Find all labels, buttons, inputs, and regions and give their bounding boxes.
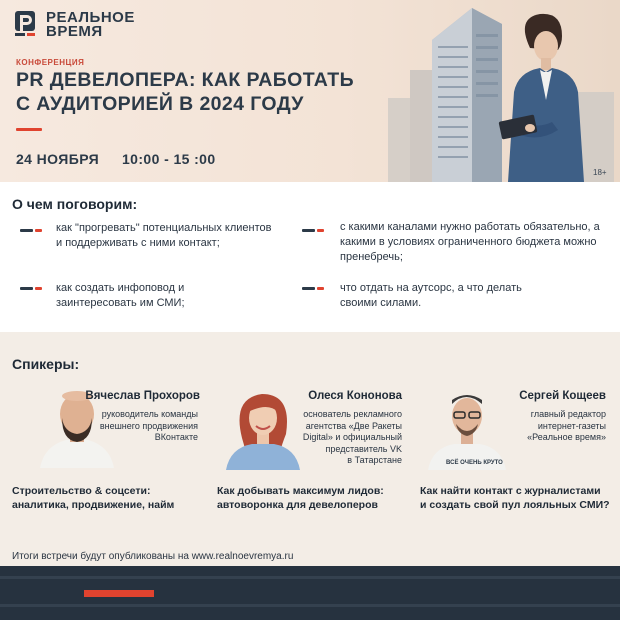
band-stripe: [0, 576, 620, 579]
topic-bullet: [20, 287, 44, 292]
speaker-topic-line: аналитика, продвижение, найм: [12, 499, 175, 511]
hero-banner: [0, 0, 620, 182]
speaker-topic: [12, 484, 212, 512]
speaker-role-line: руководитель команды: [101, 409, 198, 419]
title-accent-dash: [16, 128, 42, 131]
topic-item: с какими каналами нужно работать обязательно, а какими в условиях ограниченного бюджета можно пренебречь;: [340, 221, 600, 263]
topic-bullet: [20, 229, 44, 234]
speaker-role-line: ВКонтакте: [154, 432, 198, 442]
topic-bullet: [302, 287, 326, 292]
speaker-role-line: «Реальное время»: [527, 432, 606, 442]
speaker-role-line: агентства «Две Ракеты: [305, 420, 402, 431]
speaker-role-line: в Татарстане: [347, 455, 402, 465]
hero-illustration: [380, 0, 620, 182]
footer-band: [0, 566, 620, 620]
speaker-name: Вячеслав Прохоров: [85, 390, 200, 402]
svg-text:ВСЁ ОЧЕНЬ КРУТО: ВСЁ ОЧЕНЬ КРУТО: [446, 460, 503, 466]
band-accent: [84, 590, 154, 597]
speakers-section: [0, 332, 620, 564]
speaker-role-line: основатель рекламного: [303, 409, 402, 419]
speaker-name: Олеся Кононова: [308, 390, 402, 402]
page-title-line1: PR ДЕВЕЛОПЕРА: КАК РАБОТАТЬ: [16, 69, 355, 91]
speaker-topic: [420, 484, 616, 512]
topics-title: О чем поговорим:: [12, 196, 138, 212]
topics-section: [0, 182, 620, 332]
topic-bullet: [302, 229, 326, 234]
speaker-topic-line: и создать свой пул лояльных СМИ?: [420, 499, 610, 511]
topic-item: как создать инфоповод и заинтересовать им СМИ;: [56, 282, 185, 309]
brand-name-line1: РЕАЛЬНОЕ: [46, 9, 135, 26]
topic-item: как "прогревать" потенциальных клиентов и поддерживать с ними контакт;: [56, 222, 272, 249]
speaker-role-line: интернет-газеты: [537, 420, 606, 431]
brand-name: [46, 11, 135, 39]
speakers-title: Спикеры:: [12, 356, 80, 372]
speaker-role-line: внешнего продвижения: [99, 420, 198, 431]
brand-name-line2: ВРЕМЯ: [46, 23, 103, 40]
page-title: [16, 68, 396, 116]
brand-logo-icon: [14, 10, 40, 40]
event-time: 10:00 - 15 :00: [122, 151, 216, 167]
speaker-role: [296, 409, 402, 467]
speaker-role-line: Digital» и официальный: [302, 432, 402, 442]
page-title-line2: С АУДИТОРИЕЙ В 2024 ГОДУ: [16, 93, 304, 115]
age-rating: 18+: [593, 168, 607, 177]
speaker-role-line: представитель VK: [325, 443, 402, 454]
speaker-topic-line: автоворонка для девелоперов: [217, 499, 378, 511]
conference-label: КОНФЕРЕНЦИЯ: [16, 58, 85, 67]
speaker-name: Сергей Кощеев: [519, 390, 606, 402]
speaker-topic-line: Строительство & соцсети:: [12, 485, 151, 497]
brand-logo[interactable]: [14, 10, 135, 40]
results-note: Итоги встречи будут опубликованы на www.realnoevremya.ru: [12, 551, 294, 562]
band-stripe: [0, 604, 620, 607]
speaker-role-line: главный редактор: [530, 409, 606, 419]
speaker-role: [500, 409, 606, 444]
speaker-topic-line: Как добывать максимум лидов:: [217, 485, 384, 497]
speaker-topic: [217, 484, 417, 512]
topic-item: что отдать на аутсорс, а что делать своими силами.: [340, 282, 522, 309]
speaker-role: [80, 409, 198, 444]
event-date: 24 НОЯБРЯ: [16, 151, 100, 167]
speaker-topic-line: Как найти контакт с журналистами: [420, 485, 601, 497]
